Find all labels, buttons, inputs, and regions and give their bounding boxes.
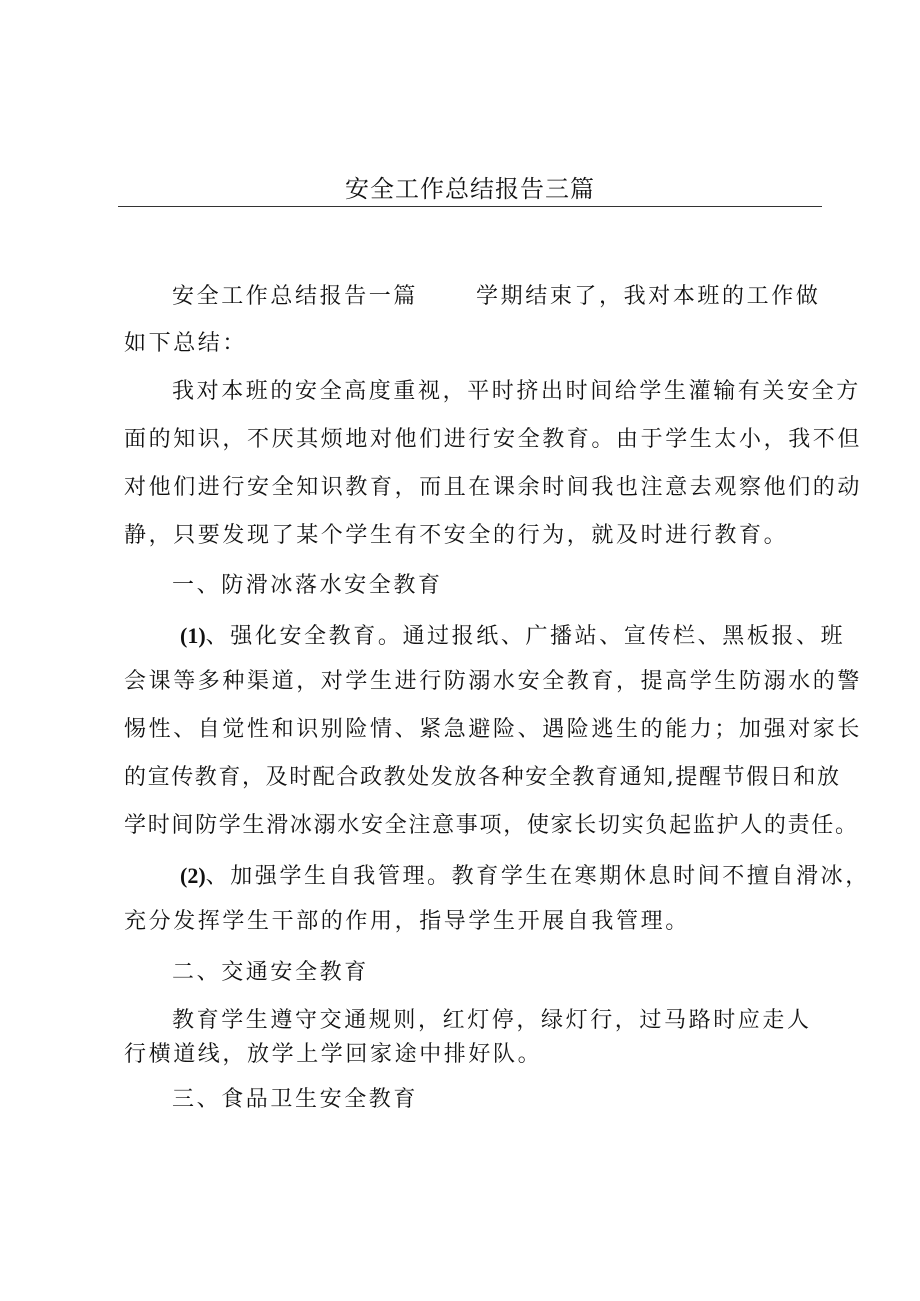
paragraph-line: 的宣传教育，及时配合政教处发放各种安全教育通知,提醒节假日和放 bbox=[124, 765, 841, 790]
paragraph-line: 充分发挥学生干部的作用，指导学生开展自我管理。 bbox=[124, 909, 690, 934]
paragraph-line: 如下总结： bbox=[124, 331, 248, 356]
section-heading: 一、防滑冰落水安全教育 bbox=[172, 573, 443, 598]
document-title: 安全工作总结报告三篇 bbox=[345, 175, 595, 203]
paragraph-line: 行横道线，放学上学回家途中排好队。 bbox=[124, 1042, 543, 1067]
item-number: (2) bbox=[180, 863, 206, 888]
section-heading: 三、食品卫生安全教育 bbox=[172, 1087, 419, 1112]
paragraph-line: 静，只要发现了某个学生有不安全的行为，就及时进行教育。 bbox=[124, 523, 789, 548]
paragraph-text: 、强化安全教育。通过报纸、广播站、宣传栏、黑板报、班 bbox=[205, 624, 846, 649]
paragraph-line: 惕性、自觉性和识别险情、紧急避险、遇险逃生的能力；加强对家长 bbox=[124, 717, 863, 742]
item-number: (1) bbox=[180, 623, 206, 648]
paragraph-text: 学期结束了，我对本班的工作做 bbox=[476, 284, 821, 309]
paragraph-line: 会课等多种渠道，对学生进行防溺水安全教育，提高学生防溺水的警 bbox=[124, 669, 863, 694]
paragraph-line bbox=[180, 621, 880, 652]
paragraph-line bbox=[172, 282, 872, 312]
paragraph-line: 学时间防学生滑冰溺水安全注意事项，使家长切实负起监护人的责任。 bbox=[124, 813, 859, 838]
section-heading: 二、交通安全教育 bbox=[172, 960, 369, 985]
paragraph-line: 我对本班的安全高度重视，平时挤出时间给学生灌输有关安全方 bbox=[172, 379, 861, 404]
paragraph-text: 、加强学生自我管理。教育学生在寒期休息时间不擅自滑冰， bbox=[205, 864, 870, 889]
paragraph-line: 面的知识，不厌其烦地对他们进行安全教育。由于学生太小，我不但 bbox=[124, 427, 863, 452]
paragraph-line bbox=[180, 861, 880, 892]
section-heading: 安全工作总结报告一篇 bbox=[172, 284, 419, 309]
paragraph-line: 教育学生遵守交通规则，红灯停，绿灯行，过马路时应走人 bbox=[172, 1008, 812, 1033]
title-underline bbox=[118, 206, 822, 207]
paragraph-line: 对他们进行安全知识教育，而且在课余时间我也注意去观察他们的动 bbox=[124, 475, 863, 500]
